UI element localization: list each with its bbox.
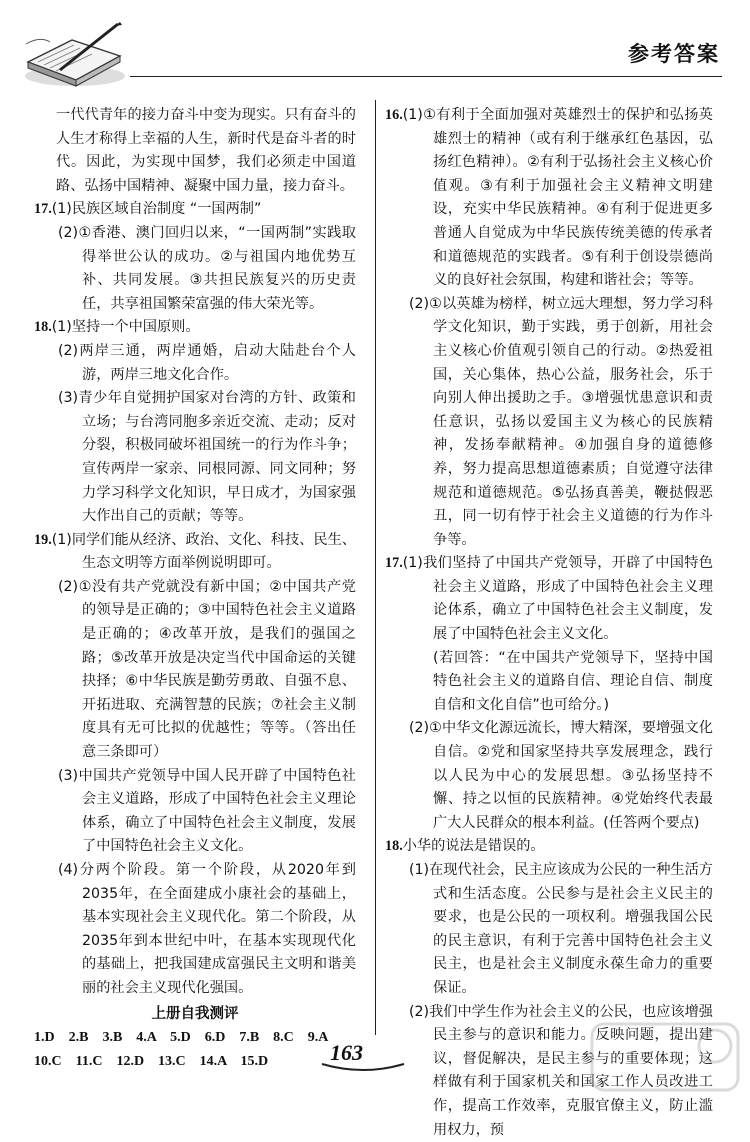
header-title: 参考答案 [628,42,720,66]
question-number: 18. [34,319,52,336]
question-17-part-2: (2)①中华文化源远流长，博大精深，要增强文化自信。②党和国家坚持共享发展理念，践行以人民为中心的发展思想。③弘扬坚持不懈、持之以恒的民族精神。④党始终代表最广大人民群众的根本利益。(任答两个要点) [409,720,713,831]
question-19-part-2: (2)①没有共产党就没有新中国；②中国共产党的领导是正确的；③中国特色社会主义道路是正确的；④改革开放，是我们的强国之路；⑤改革开放是决定当代中国命运的关键抉择；⑥中华民族是勤劳勇敢、自强不息、开拓进取、充满智慧的民族；⑦社会主义制度具有无可比拟的优越性；等等。（答出任意三条即可） [58,578,356,761]
question-number: 16. [385,107,403,123]
question-number: 17. [385,555,403,572]
continued-text: 一代代青年的接力奋斗中变为现实。只有奋斗的人生才称得上幸福的人生，新时代是奋斗者的时代。因此，为实现中国梦，我们必须走中国道路、弘扬中国精神、凝聚中国力量，接力奋斗。 [56,107,356,194]
question-number: 18. [385,838,403,855]
header-rule [130,76,722,77]
page-number: 163 [330,1040,363,1065]
question-number: 17. [34,201,52,218]
left-column [34,104,356,1073]
question-16-part-1: 16.(1)①有利于全面加强对英雄烈士的保护和弘扬英雄烈士的精神（或有利于继承红色基因，弘扬红色精神）。②有利于弘扬社会主义核心价值观。③有利于加强社会主义精神文明建设，充实中华民族精神。④有利于促进更多普通人自觉成为中华民族传统美德的传承者和道德规范的实践者。⑤有利于创设崇德尚义的良好社会氛围，构建和谐社会；等等。 [385,107,713,289]
question-18-part-3: (3)青少年自觉拥护国家对台湾的方针、政策和立场；与台湾同胞多亲近交流、走动；反对分裂，积极同破坏祖国统一的行为作斗争；宣传两岸一家亲、同根同源、同文同种；努力学习科学文化知识，早日成才，为国家强大作出自己的贡献；等等。 [58,390,356,525]
question-18-part-2: (2)我们中学生作为社会主义的公民，也应该增强民主参与的意识和能力。反映问题，提出建议，督促解决，是民主参与的重要体现；这样做有利于国家机关和国家工作人员改进工作，提高工作效率，克服官僚主义，防止滥用权力，预 [409,1003,713,1138]
question-18-intro: 18.小华的说法是错误的。 [385,838,545,855]
question-number: 19. [34,531,52,548]
page-header [0,0,750,90]
page-number-underline-icon [318,1060,408,1076]
answers-row-2: 10.C 11.C 12.D 13.C 14.A 15.D [34,1053,269,1069]
question-18-part-1: (1)在现代社会，民主应该成为公民的一种生活方式和生活态度。公民参与是社会主义民主的要求，也是公民的一项权利。增强我国公民的民主意识，有利于完善中国特色社会主义民主，也是社会主义制度永葆生命力的重要保证。 [409,862,713,996]
question-18-part-1: 18.(1)坚持一个中国原则。 [34,319,200,336]
right-column [385,104,713,1142]
question-16-part-2: (2)①以英雄为榜样，树立远大理想，努力学习科学文化知识，勤于实践，勇于创新，用社会主义核心价值观引领自己的行动。②热爱祖国，关心集体，热心公益，服务社会，乐于向别人伸出援助之手。③增强忧患意识和责任意识，弘扬以爱国主义为核心的民族精神，发扬奉献精神。④加强自身的道德修养，努力提高思想道德素质；自觉遵守法律规范和道德规范。⑤弘扬真善美，鞭挞假恶丑，同一切有悖于社会主义道德的行为作斗争等。 [409,295,713,548]
watermark-logo-icon [590,1022,740,1092]
question-19-part-4: (4)分两个阶段。第一个阶段，从2020年到2035年，在全面建成小康社会的基础上，基本实现社会主义现代化。第二个阶段，从2035年到本世纪中叶，在基本实现现代化的基础上，把我国建成富强民主文明和谐美丽的社会主义现代化强国。 [58,862,356,996]
question-17-part-1: 17.(1)民族区域自治制度 “一国两制” [34,201,262,218]
question-19-part-3: (3)中国共产党领导中国人民开辟了中国特色社会主义道路，形成了中国特色社会主义理论体系，确立了中国特色社会主义制度，发展了中国特色社会主义文化。 [58,767,356,855]
question-17-note: (若回答：“在中国共产党领导下，坚持中国特色社会主义的道路自信、理论自信、制度自信和文化自信”也可给分。) [433,649,713,713]
column-divider [375,100,376,1035]
question-17-part-2: (2)①香港、澳门回归以来，“一国两制”实践取得举世公认的成功。②与祖国内地优势互补、共同发展。③共担民族复兴的历史责任，共享祖国繁荣富强的伟大荣光等。 [58,224,356,312]
answers-row-1: 1.D 2.B 3.B 4.A 5.D 6.D 7.B 8.C 9.A [34,1030,329,1046]
question-19-part-1: 19.(1)同学们能从经济、政治、文化、科技、民生、生态文明等方面举例说明即可。 [34,531,356,572]
book-pen-logo-icon [20,18,130,90]
section-title: 上册自我测评 [151,1005,239,1022]
question-17-part-1: 17.(1)我们坚持了中国共产党领导，开辟了中国特色社会主义道路，形成了中国特色社会主义理论体系，确立了中国特色社会主义制度，发展了中国特色社会主义文化。 [385,555,713,643]
question-18-part-2: (2)两岸三通，两岸通婚，启动大陆赴台个人游，两岸三地文化合作。 [58,342,356,383]
